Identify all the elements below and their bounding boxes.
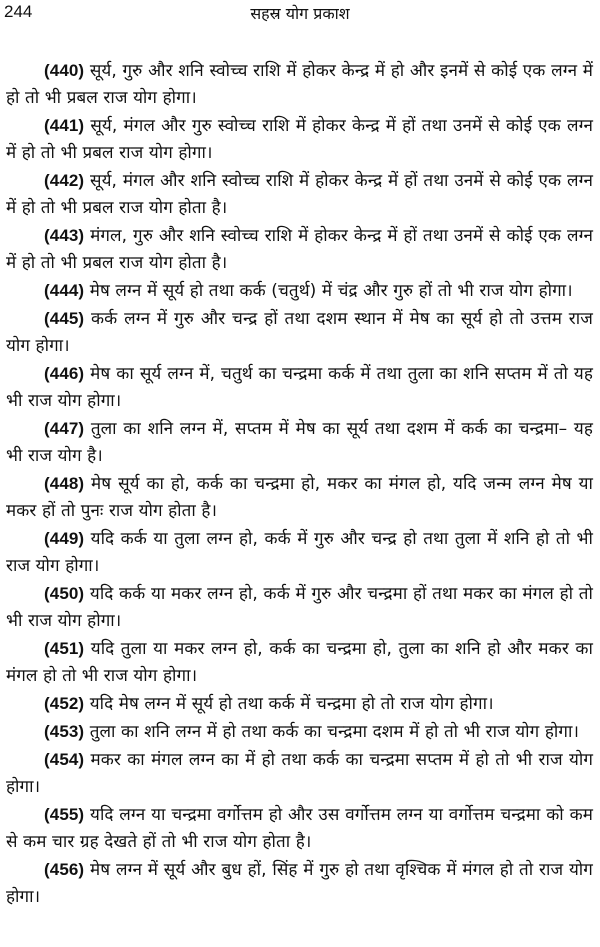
paragraph-text: सूर्य, गुरु और शनि स्वोच्च राशि में होकर केन्द्र में हो और इनमें से कोई एक लग्न में हो तो भी प्रबल राज योग होगा। (6, 61, 594, 108)
paragraph-text: यदि कर्क या मकर लग्न हो, कर्क में गुरु और चन्द्रमा हों तथा मकर का मंगल हो तो भी राज योग होगा। (6, 584, 593, 631)
yoga-paragraph (6, 277, 593, 305)
paragraph-number: (442) (44, 171, 85, 190)
page-number: 244 (4, 2, 33, 21)
paragraph-text: तुला का शनि लग्न में, सप्तम में मेष का सूर्य तथा दशम में कर्क का चन्द्रमा– यह भी राज योग है। (6, 419, 593, 466)
paragraph-text: यदि कर्क या तुला लग्न हो, कर्क में गुरु और चन्द्र हो तथा तुला में शनि हो तो भी राज योग होगा। (6, 529, 593, 576)
yoga-paragraph (6, 305, 593, 360)
paragraph-text: तुला का शनि लग्न में हो तथा कर्क का चन्द्रमा दशम में हो तो भी राज योग होगा। (89, 722, 579, 742)
paragraph-text: यदि तुला या मकर लग्न हो, कर्क का चन्द्रमा हो, तुला का शनि हो और मकर का मंगल हो तो भी राज योग होगा। (6, 639, 593, 686)
paragraph-number: (455) (44, 805, 85, 824)
paragraph-number: (443) (44, 226, 85, 245)
yoga-paragraph (6, 57, 593, 112)
yoga-paragraph (6, 635, 593, 690)
page-body (6, 57, 593, 911)
running-title: सहस्र योग प्रकाश (250, 4, 350, 23)
page-header (4, 2, 596, 26)
paragraph-text: मेष लग्न में सूर्य और बुध हों, सिंह में गुरु हो तथा वृश्चिक में मंगल हो तो राज योग होगा। (6, 860, 593, 907)
paragraph-text: मेष सूर्य का हो, कर्क का चन्द्रमा हो, मकर का मंगल हो, यदि जन्म लग्न मेष या मकर हों तो पुनः राज योग होता है। (6, 474, 593, 521)
paragraph-number: (445) (44, 309, 85, 328)
paragraph-number: (449) (44, 529, 85, 548)
paragraph-number: (454) (44, 750, 85, 769)
yoga-paragraph (6, 360, 593, 415)
yoga-paragraph (6, 746, 593, 801)
paragraph-number: (453) (44, 722, 85, 741)
paragraph-number: (448) (44, 474, 85, 493)
yoga-paragraph (6, 470, 593, 525)
paragraph-number: (450) (44, 584, 85, 603)
yoga-paragraph (6, 222, 593, 277)
paragraph-number: (444) (44, 281, 85, 300)
yoga-paragraph (6, 801, 593, 856)
paragraph-number: (446) (44, 364, 85, 383)
paragraph-text: सूर्य, मंगल और गुरु स्वोच्च राशि में होकर केन्द्र में हों तथा उनमें से कोई एक लग्न में हो तो भी प्रबल राज योग होगा। (6, 116, 593, 163)
paragraph-text: मेष का सूर्य लग्न में, चतुर्थ का चन्द्रमा कर्क में तथा तुला का शनि सप्तम में तो यह भी राज योग होगा। (6, 364, 593, 411)
paragraph-text: मेष लग्न में सूर्य हो तथा कर्क (चतुर्थ) में चंद्र और गुरु हों तो भी राज योग होगा। (89, 281, 573, 301)
paragraph-number: (452) (44, 694, 85, 713)
paragraph-text: सूर्य, मंगल और शनि स्वोच्च राशि में होकर केन्द्र में हों तथा उनमें से कोई एक लग्न में हो तो भी प्रबल राज योग होता है। (6, 171, 593, 218)
yoga-paragraph (6, 415, 593, 470)
yoga-paragraph (6, 167, 593, 222)
paragraph-text: यदि मेष लग्न में सूर्य हो तथा कर्क में चन्द्रमा हो तो राज योग होगा। (89, 694, 494, 714)
paragraph-text: यदि लग्न या चन्द्रमा वर्गोत्तम हो और उस वर्गोत्तम लग्न या वर्गोत्तम चन्द्रमा को कम से कम चार ग्रह देखते हों तो भी राज योग होता है। (6, 805, 593, 852)
yoga-paragraph (6, 112, 593, 167)
paragraph-number: (451) (44, 639, 85, 658)
paragraph-number: (447) (44, 419, 85, 438)
paragraph-number: (456) (44, 860, 85, 879)
yoga-paragraph (6, 690, 593, 718)
yoga-paragraph (6, 525, 593, 580)
paragraph-text: मंगल, गुरु और शनि स्वोच्च राशि में होकर केन्द्र में हों तथा उनमें से कोई एक लग्न में हो तो भी प्रबल राज योग होता है। (6, 226, 593, 273)
paragraph-text: कर्क लग्न में गुरु और चन्द्र हों तथा दशम स्थान में मेष का सूर्य हो तो उत्तम राज योग होगा। (6, 309, 593, 356)
paragraph-number: (441) (44, 116, 85, 135)
yoga-paragraph (6, 856, 593, 911)
yoga-paragraph (6, 580, 593, 635)
paragraph-text: मकर का मंगल लग्न का में हो तथा कर्क का चन्द्रमा सप्तम में हो तो भी राज योग होगा। (6, 750, 593, 797)
yoga-paragraph (6, 718, 593, 746)
paragraph-number: (440) (44, 61, 85, 80)
